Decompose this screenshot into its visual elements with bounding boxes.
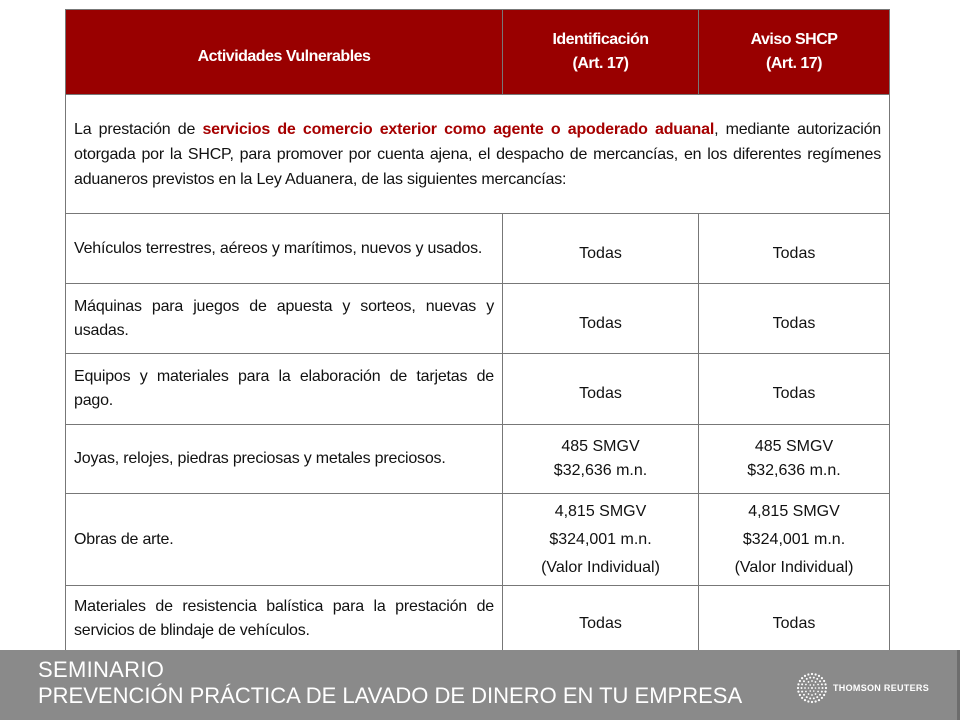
table-row <box>66 494 890 586</box>
intro-text: La prestación de servicios de comercio exterior como agente o apoderado aduanal, mediante autorización otorgada por la SHCP, para promover por cuenta ajena, el despacho de mercancías, en los diferentes regímenes aduaneros previstos en la Ley Aduanera, de las siguientes mercancías: <box>66 95 890 214</box>
brand-name: THOMSON REUTERS <box>833 683 930 693</box>
row-description: Equipos y materiales para la elaboración de tarjetas de pago. <box>66 354 503 425</box>
brand <box>796 672 929 704</box>
header-activities: Actividades Vulnerables <box>66 10 503 95</box>
row-aviso: Todas <box>699 284 890 354</box>
row-identification: 4,815 SMGV $324,001 m.n. (Valor Individual) <box>503 494 699 586</box>
row-identification: Todas <box>503 586 699 652</box>
header-identification: Identificación (Art. 17) <box>503 10 699 95</box>
row-description: Obras de arte. <box>66 494 503 586</box>
thomson-reuters-logo-icon <box>796 672 828 704</box>
row-identification: Todas <box>503 284 699 354</box>
row-identification: Todas <box>503 214 699 284</box>
footer-banner <box>0 650 960 720</box>
row-aviso: Todas <box>699 586 890 652</box>
row-identification: Todas <box>503 354 699 425</box>
row-aviso: Todas <box>699 214 890 284</box>
activities-table-container <box>65 9 889 652</box>
row-aviso: 485 SMGV $32,636 m.n. <box>699 425 890 494</box>
row-description: Joyas, relojes, piedras preciosas y metales preciosos. <box>66 425 503 494</box>
header-aviso-shcp: Aviso SHCP (Art. 17) <box>699 10 890 95</box>
row-description: Máquinas para juegos de apuesta y sorteos, nuevas y usadas. <box>66 284 503 354</box>
table-row <box>66 586 890 652</box>
table-row <box>66 425 890 494</box>
intro-highlight: servicios de comercio exterior como agente o apoderado aduanal <box>202 121 715 138</box>
intro-row <box>66 95 890 214</box>
table-row <box>66 354 890 425</box>
row-identification: 485 SMGV $32,636 m.n. <box>503 425 699 494</box>
seminar-subtitle: PREVENCIÓN PRÁCTICA DE LAVADO DE DINERO EN TU EMPRESA <box>38 683 743 708</box>
activities-table <box>65 9 890 652</box>
table-row <box>66 284 890 354</box>
table-header-row <box>66 10 890 95</box>
row-aviso: 4,815 SMGV $324,001 m.n. (Valor Individual) <box>699 494 890 586</box>
row-description: Materiales de resistencia balística para la prestación de servicios de blindaje de vehículos. <box>66 586 503 652</box>
table-row <box>66 214 890 284</box>
row-description: Vehículos terrestres, aéreos y marítimos, nuevos y usados. <box>66 214 503 284</box>
row-aviso: Todas <box>699 354 890 425</box>
seminar-title: SEMINARIO <box>38 657 165 682</box>
